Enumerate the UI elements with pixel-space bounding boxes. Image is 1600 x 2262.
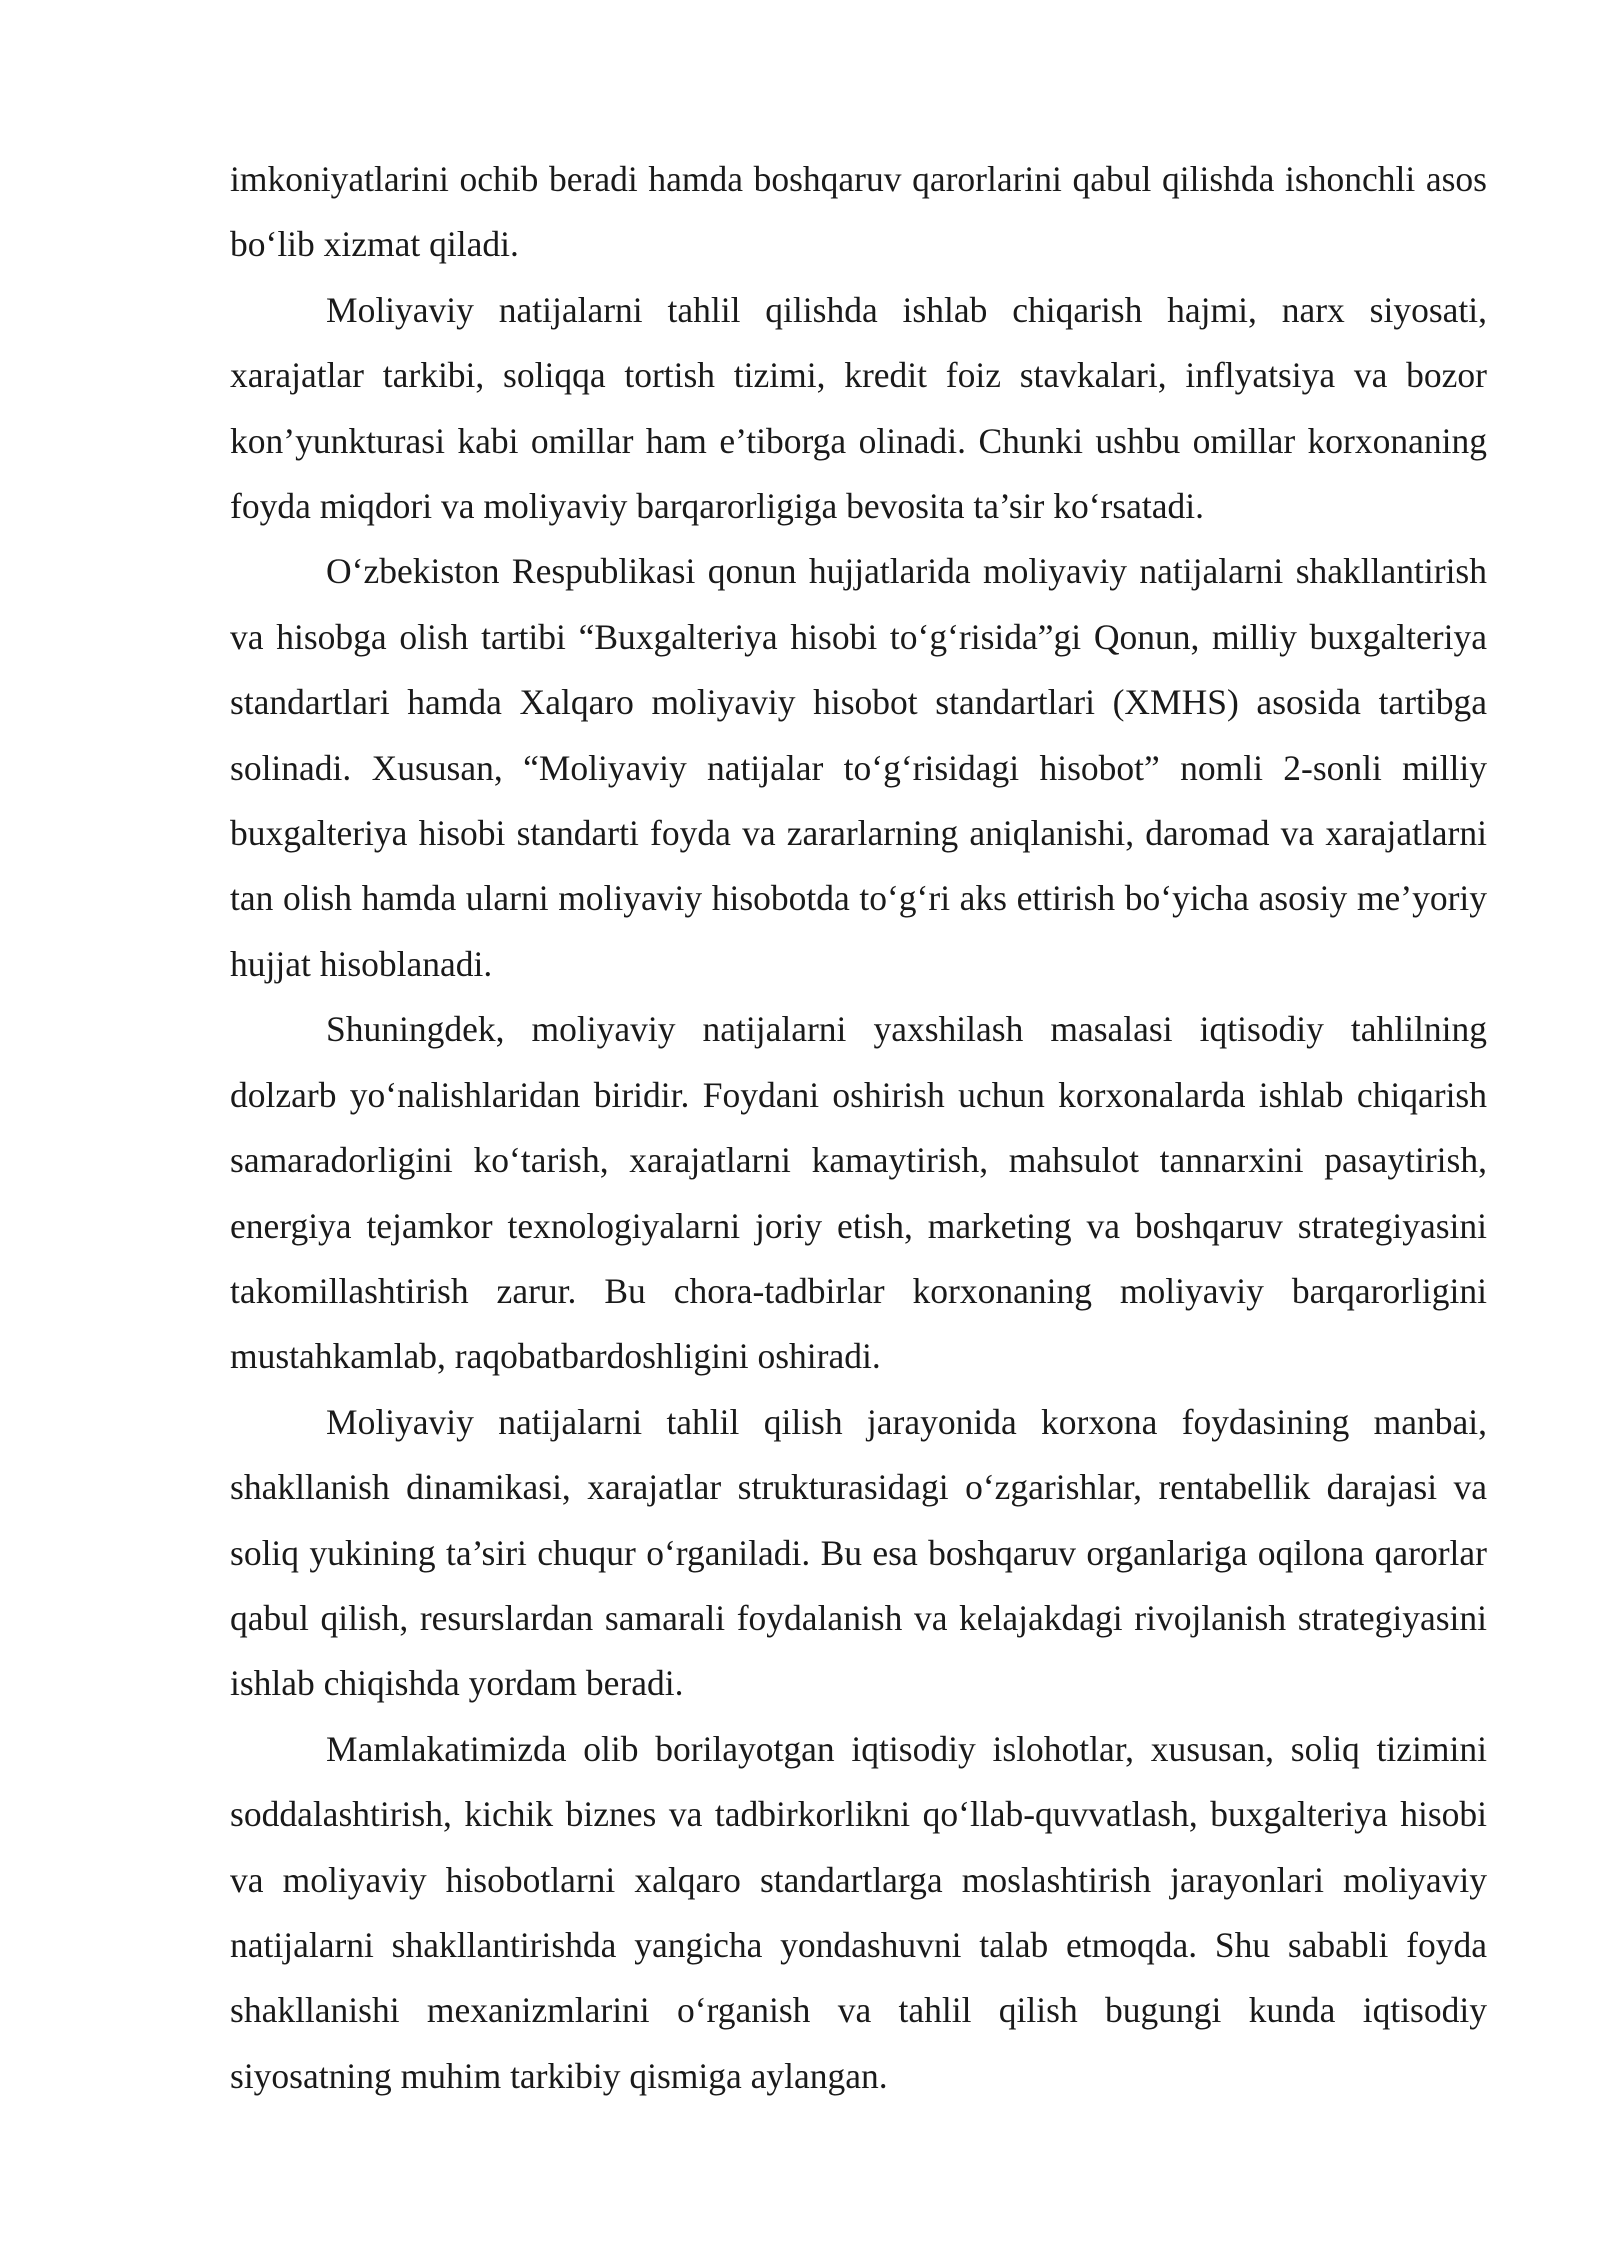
- paragraph: Mamlakatimizda olib borilayotgan iqtisodiy islohotlar, xususan, soliq tizimini soddalashtirish, kichik biznes va tadbirkorlikni qo‘llab-quvvatlash, buxgalteriya hisobi va moliyaviy hisobotlarni xalqaro standartlarga moslashtirish jarayonlari moliyaviy natijalarni shakllantirishda yangicha yondashuvni talab etmoqda. Shu sababli foyda shakllanishi mexanizmlarini o‘rganish va tahlil qilish bugungi kunda iqtisodiy siyosatning muhim tarkibiy qismiga aylangan.: [230, 1728, 1487, 2096]
- paragraph: Shuningdek, moliyaviy natijalarni yaxshilash masalasi iqtisodiy tahlilning dolzarb yo‘nalishlaridan biridir. Foydani oshirish uchun korxonalarda ishlab chiqarish samaradorligini ko‘tarish, xarajatlarni kamaytirish, mahsulot tannarxini pasaytirish, energiya tejamkor texnologiyalarni joriy etish, marketing va boshqaruv strategiyasini takomillashtirish zarur. Bu chora-tadbirlar korxonaning moliyaviy barqarorligini mustahkamlab, raqobatbardoshligini oshiradi.: [230, 1009, 1487, 1377]
- paragraph: Moliyaviy natijalarni tahlil qilish jarayonida korxona foydasining manbai, shakllanish dinamikasi, xarajatlar strukturasidagi o‘zgarishlar, rentabellik darajasi va soliq yukining ta’siri chuqur o‘rganiladi. Bu esa boshqaruv organlariga oqilona qarorlar qabul qilish, resurslardan samarali foydalanish va kelajakdagi rivojlanish strategiyasini ishlab chiqishda yordam beradi.: [230, 1401, 1487, 1704]
- paragraph-continuation: imkoniyatlarini ochib beradi hamda boshqaruv qarorlarini qabul qilishda ishonchli asos bo‘lib xizmat qiladi.: [230, 159, 1487, 265]
- body-text: [230, 147, 1487, 2109]
- paragraph: O‘zbekiston Respublikasi qonun hujjatlarida moliyaviy natijalarni shakllantirish va hisobga olish tartibi “Buxgalteriya hisobi to‘g‘risida”gi Qonun, milliy buxgalteriya standartlari hamda Xalqaro moliyaviy hisobot standartlari (XMHS) asosida tartibga solinadi. Xususan, “Moliyaviy natijalar to‘g‘risidagi hisobot” nomli 2-sonli milliy buxgalteriya hisobi standarti foyda va zararlarning aniqlanishi, daromad va xarajatlarni tan olish hamda ularni moliyaviy hisobotda to‘g‘ri aks ettirish bo‘yicha asosiy me’yoriy hujjat hisoblanadi.: [230, 551, 1487, 984]
- paragraph: Moliyaviy natijalarni tahlil qilishda ishlab chiqarish hajmi, narx siyosati, xarajatlar tarkibi, soliqqa tortish tizimi, kredit foiz stavkalari, inflyatsiya va bozor kon’yunkturasi kabi omillar ham e’tiborga olinadi. Chunki ushbu omillar korxonaning foyda miqdori va moliyaviy barqarorligiga bevosita ta’sir ko‘rsatadi.: [230, 289, 1487, 527]
